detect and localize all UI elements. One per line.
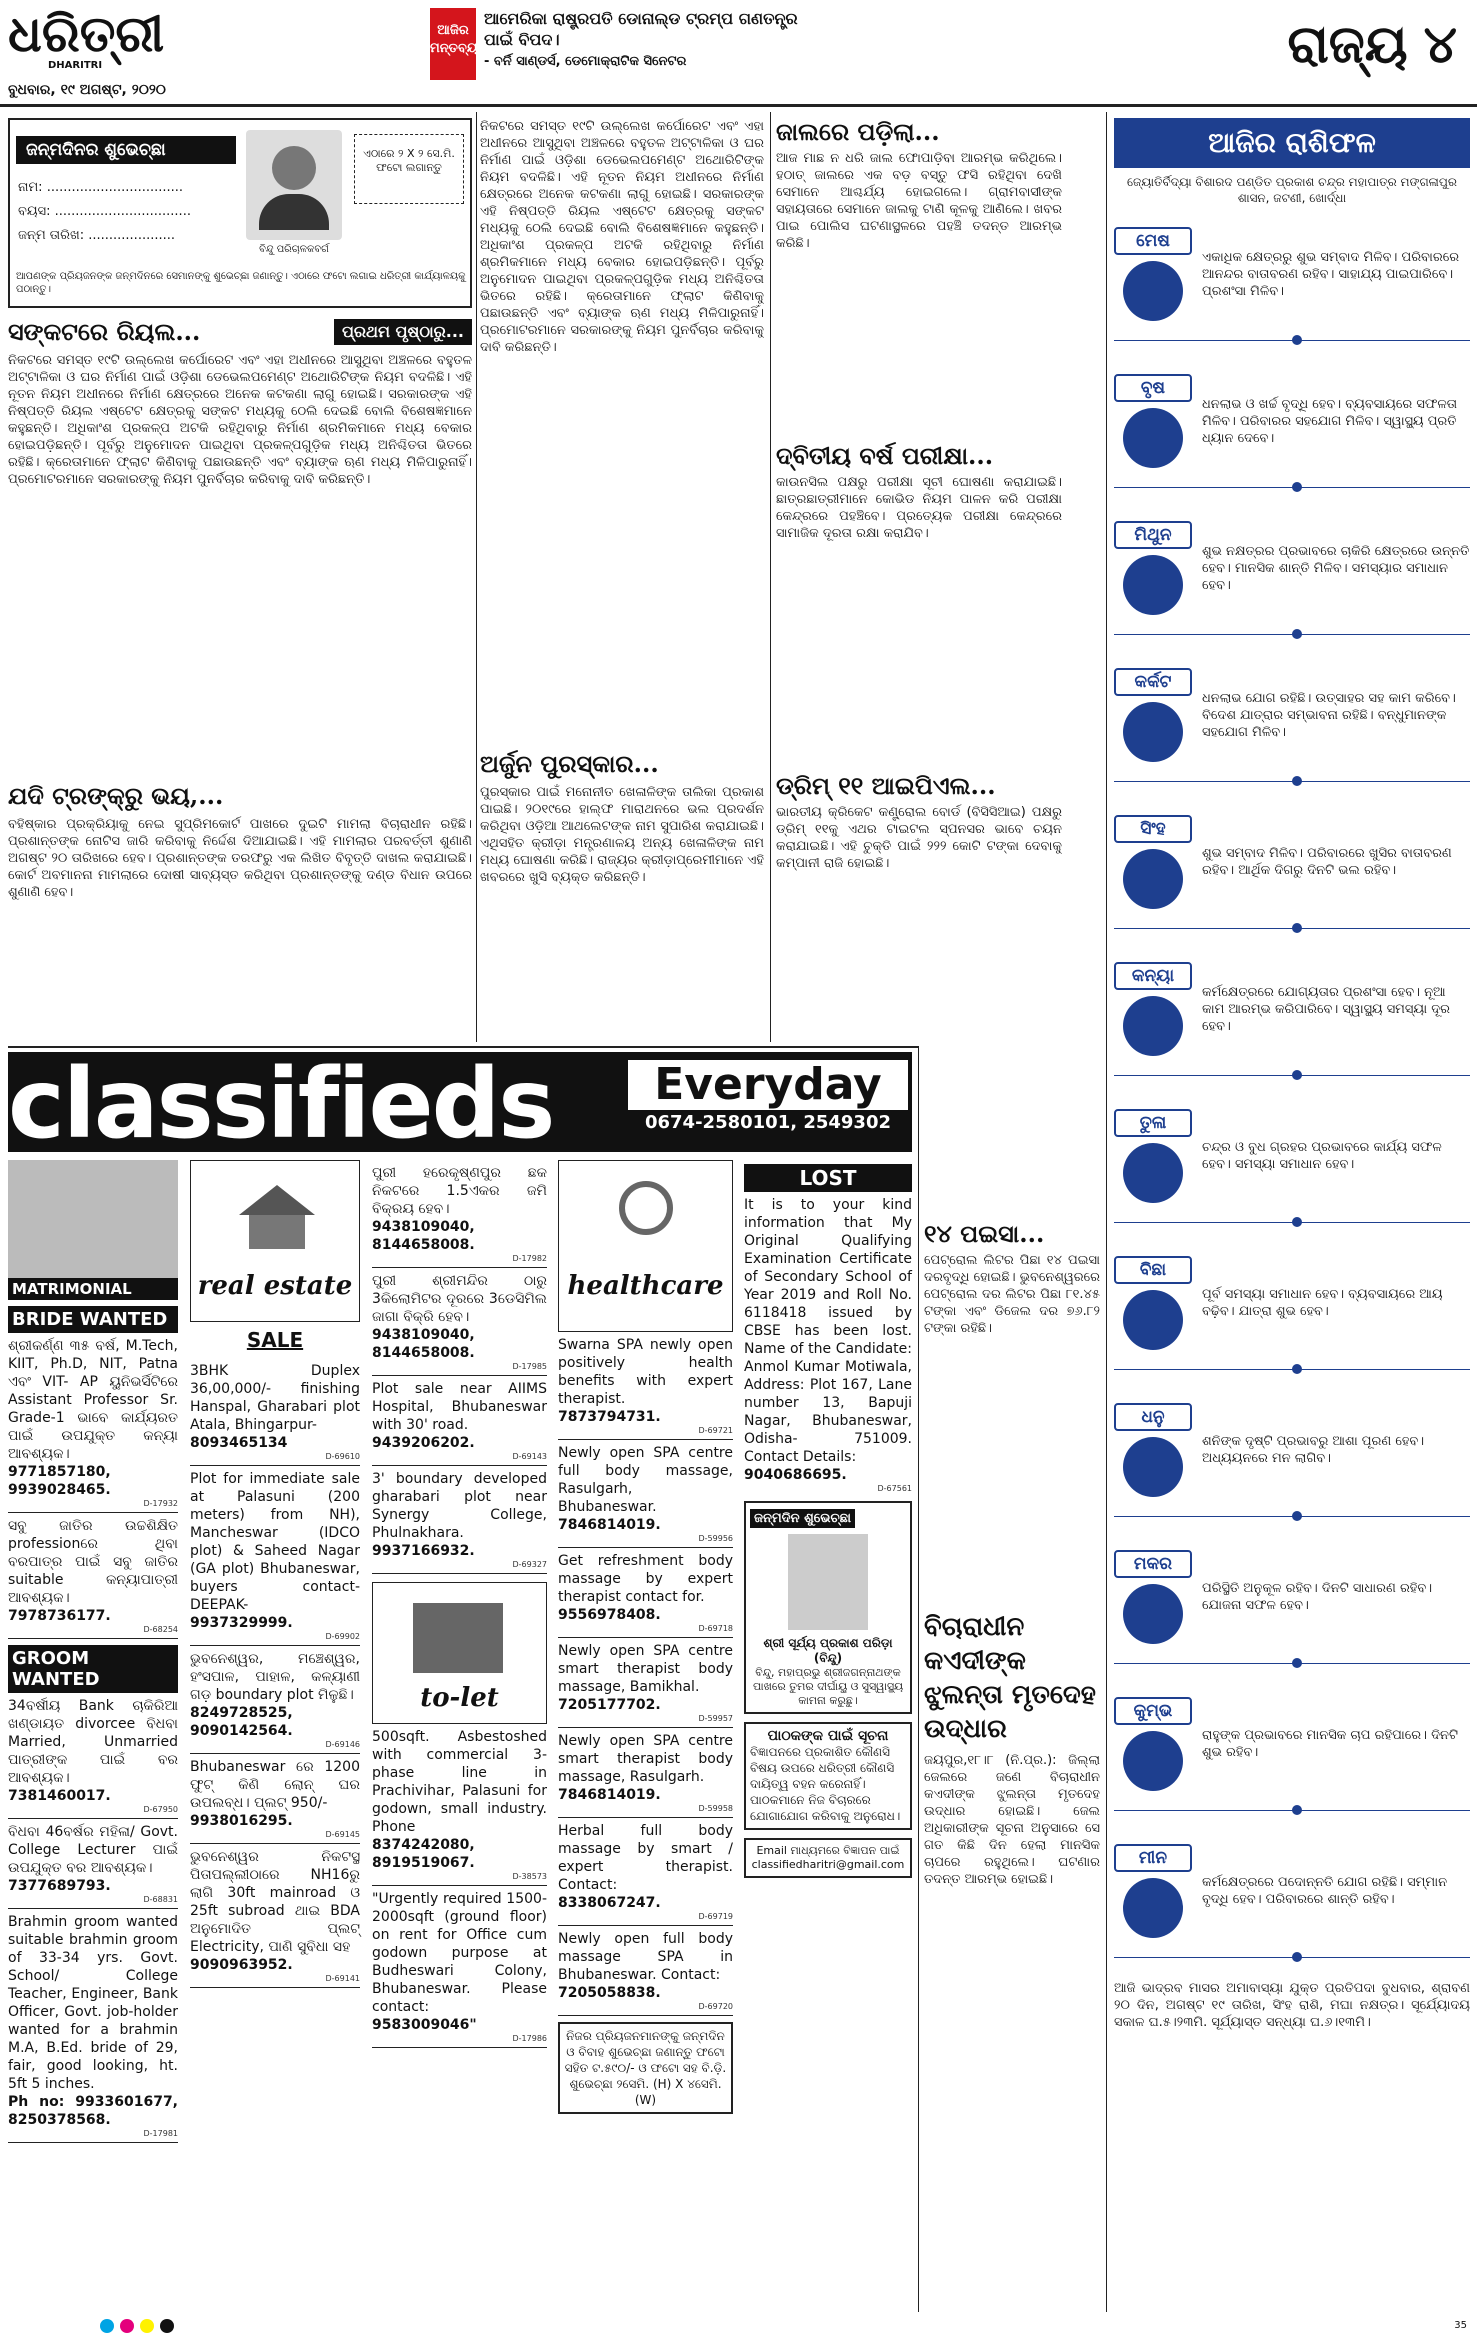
sale-ad bbox=[372, 1160, 547, 1268]
rashi-name: ସିଂହ bbox=[1114, 815, 1192, 843]
sale-ad bbox=[372, 1466, 547, 1574]
zodiac-icon bbox=[1123, 555, 1183, 615]
column-rule bbox=[476, 112, 477, 1042]
birthday-person: ବିନ୍ଦୁ ପରିଚାଳକବର୍ଗ bbox=[259, 244, 329, 255]
classifieds-top-rule bbox=[8, 1046, 918, 1048]
classified-ad bbox=[558, 1638, 733, 1728]
sale-ad-code: D-17982 bbox=[512, 1254, 547, 1263]
sale-ad-text: ଭୁବନେଶ୍ୱର, ମଞ୍ଚେଶ୍ୱର, ହଂସପାଳ, ପାହାଳ, କଳ୍ୟାଣୀ ଗଡ଼ boundary plot ମିଳୁଛି। bbox=[190, 1651, 360, 1703]
real-estate-label: real estate bbox=[197, 1271, 353, 1301]
classifieds-everyday-box bbox=[628, 1060, 908, 1135]
form-age-label: ବୟସ: bbox=[18, 204, 51, 219]
rashi-name: କନ୍ୟା bbox=[1114, 962, 1192, 990]
healthcare-label: healthcare bbox=[567, 1271, 724, 1301]
rashi-name: କୁମ୍ଭ bbox=[1114, 1697, 1192, 1725]
sale-ad-code: D-69146 bbox=[325, 1740, 360, 1749]
house-body-icon bbox=[249, 1215, 305, 1249]
zodiac-icon bbox=[1123, 1584, 1183, 1644]
rashi-text: ଏକାଧିକ କ୍ଷେତ୍ରରୁ ଶୁଭ ସମ୍ବାଦ ମିଳିବ। ପରିବାରରେ ଆନନ୍ଦର ବାତାବରଣ ରହିବ। ସାହାଯ୍ୟ ପାଇପାରିବେ। ପ୍ରଶଂସା ମିଳିବ। bbox=[1202, 249, 1460, 299]
classified-ad-text: Newly open SPA centre full body massage, Rasulgarh, Bhubaneswar. bbox=[558, 1445, 733, 1515]
email-box: Email ମାଧ୍ୟମରେ ବିଜ୍ଞାପନ ପାଇଁ classifiedharitri@gmail.com bbox=[744, 1838, 912, 1878]
sale-ad-text: 3BHK Duplex 36,00,000/- finishing Hanspal, Gharabari plot Atala, Bhingarpur- bbox=[190, 1363, 360, 1433]
classified-ad-code: D-59957 bbox=[698, 1714, 733, 1723]
classifieds-col-5 bbox=[744, 1164, 912, 1878]
classified-ad-code: D-17932 bbox=[143, 1499, 178, 1508]
article-realty-title: ସଙ୍କଟରେ ରିୟଲ... bbox=[8, 317, 201, 346]
birthday-photo bbox=[246, 130, 342, 240]
sale-ad-code: D-69145 bbox=[325, 1830, 360, 1839]
article-prisoner bbox=[924, 1610, 1100, 2292]
sale-ad-phone[interactable]: 8093465134 bbox=[190, 1435, 288, 1451]
rashi-name: ତୁଳା bbox=[1114, 1109, 1192, 1137]
classified-ad-text: Get refreshment body massage by expert therapist contact for. bbox=[558, 1553, 733, 1605]
zodiac-icon bbox=[1123, 1437, 1183, 1497]
zodiac-icon bbox=[1123, 261, 1183, 321]
rashi-text: କର୍ମକ୍ଷେତ୍ରରେ ଯୋଗ୍ୟତାର ପ୍ରଶଂସା ହେବ। ନୂଆ କାମ ଆରମ୍ଭ କରିପାରିବେ। ସ୍ୱାସ୍ଥ୍ୟ ସମସ୍ୟା ଦୂର ହେବ। bbox=[1202, 984, 1451, 1034]
groom-wanted-header: GROOM WANTED bbox=[8, 1645, 178, 1693]
rashi-divider bbox=[1114, 634, 1470, 649]
classified-ad-phone[interactable]: Ph no: 9933601677, 8250378568. bbox=[8, 2094, 178, 2128]
article-realty-body: ନିକଟରେ ସମସ୍ତ ୧୯ଟି ଉଲ୍ଲେଖ କର୍ପୋରେଟ ଏବଂ ଏହା ଅଧୀନରେ ଆସୁଥିବା ଅଞ୍ଚଳରେ ବହୁତଳ ଅଟ୍ଟାଳିକା ଓ ଘର ନିର୍ମାଣ ପାଇଁ ଓଡ଼ିଶା ଡେଭେଲପମେଣ୍ଟ ଅଥୋରିଟିଙ୍କ ନିୟମ ବଦଳିଛି। ଏହି ନୂତନ ନିୟମ ଅଧୀନରେ ନିର୍ମାଣ କ୍ଷେତ୍ରରେ ଅନେକ କଟକଣା ଲାଗୁ ହୋଇଛି। ସରକାରଙ୍କ ଏହି ନିଷ୍ପତ୍ତି ରିୟଲ ଏଷ୍ଟେଟ କ୍ଷେତ୍ରକୁ ସଙ୍କଟ ମଧ୍ୟକୁ ଠେଲି ଦେଇଛି ବୋଲି ବିଶେଷଜ୍ଞମାନେ କହୁଛନ୍ତି। ଅଧିକାଂଶ ପ୍ରକଳ୍ପ ଅଟକି ରହିଥିବାରୁ ନିର୍ମାଣ ଶ୍ରମିକମାନେ ମଧ୍ୟ ବେକାର ହୋଇପଡ଼ିଛନ୍ତି। ପୂର୍ବରୁ ଅନୁମୋଦନ ପାଇଥିବା ପ୍ରକଳ୍ପଗୁଡ଼ିକ ମଧ୍ୟ ଅନିଶ୍ଚିତତା ଭିତରେ ରହିଛି। କ୍ରେତାମାନେ ଫ୍ଲାଟ କିଣିବାକୁ ପଛାଉଛନ୍ତି ଏବଂ ବ୍ୟାଙ୍କ ଋଣ ମଧ୍ୟ ମିଳିପାରୁନାହିଁ। ପ୍ରମୋଟରମାନେ ସରକାରଙ୍କୁ ନିୟମ ପୁନର୍ବିଚାର କରିବାକୁ ଦାବି କରିଛନ୍ତି। bbox=[8, 353, 472, 487]
classified-ad-code: D-69720 bbox=[698, 2002, 733, 2011]
article-petrol-body: ପେଟ୍ରୋଲ ଲିଟର ପିଛା ୧୪ ପଇସା ଦରବୃଦ୍ଧି ହୋଇଛି। ଭୁବନେଶ୍ୱରରେ ପେଟ୍ରୋଲ ଦର ଲିଟର ପିଛା ୮୧.୪୫ ଟଙ୍କା ଏବଂ ଡିଜେଲ ଦର ୭୬.୮୨ ଟଙ୍କା ରହିଛି। bbox=[924, 1253, 1100, 1336]
classified-ad-phone[interactable]: 7205177702. bbox=[558, 1697, 661, 1713]
sale-ad-phone[interactable]: 9090963952. bbox=[190, 1957, 293, 1973]
tolet-image bbox=[372, 1582, 547, 1724]
classified-ad-phone[interactable]: 7846814019. bbox=[558, 1787, 661, 1803]
classified-ad-phone[interactable]: 8338067247. bbox=[558, 1895, 661, 1911]
article-prisoner-body: ଜୟପୁର,୧୮।୮ (ନି.ପ୍ର.): ଜିଲ୍ଲା ଜେଲରେ ଜଣେ ବିଚାରାଧୀନ କଏଦୀଙ୍କ ଝୁଲନ୍ତା ମୃତଦେହ ଉଦ୍ଧାର ହୋଇଛି। ଜେଲ ଅଧିକାରୀଙ୍କ ସୂଚନା ଅନୁସାରେ ସେ ଗତ କିଛି ଦିନ ହେଲା ମାନସିକ ଚାପରେ ରହୁଥିଲେ। ଘଟଣାର ତଦନ୍ତ ଆରମ୍ଭ ହୋଇଛି। bbox=[924, 1753, 1100, 1887]
form-dob-field[interactable]: ଜନ୍ମ ତାରିଖ: ..................... bbox=[18, 228, 176, 243]
rashi-divider bbox=[1114, 1075, 1470, 1090]
classified-ad-phone[interactable]: 7846814019. bbox=[558, 1517, 661, 1533]
sale-ad-code: D-69902 bbox=[325, 1632, 360, 1641]
rashifal bbox=[1114, 118, 1470, 2210]
classified-ad-text: ଶ୍ରୀକର୍ଣ୍ଣ ୩୫ ବର୍ଷ, M.Tech, KIIT, Ph.D, NIT, Patna ଏବଂ VIT- AP ୟୁନିଭର୍ସିଟିରେ Assistant Professor Sr. Grade-1 ଭାବେ କାର୍ଯ୍ୟରତ ପାଇଁ ଉପଯୁକ୍ତ କନ୍ୟା ଆବଶ୍ୟକ। bbox=[8, 1338, 178, 1462]
zodiac-icon bbox=[1123, 702, 1183, 762]
sale-ad-code: D-69143 bbox=[512, 1452, 547, 1461]
classified-ad-phone[interactable]: 7873794731. bbox=[558, 1409, 661, 1425]
sale-ad-code: D-17985 bbox=[512, 1362, 547, 1371]
birthday-form bbox=[8, 118, 472, 308]
article-exam-body: କାଉନସିଲ ପକ୍ଷରୁ ପରୀକ୍ଷା ସୂଚୀ ଘୋଷଣା କରାଯାଇଛି। ଛାତ୍ରଛାତ୍ରୀମାନେ କୋଭିଡ ନିୟମ ପାଳନ କରି ପରୀକ୍ଷା କେନ୍ଦ୍ରରେ ପହଞ୍ଚିବେ। ପ୍ରତ୍ୟେକ ପରୀକ୍ଷା କେନ୍ଦ୍ରରେ ସାମାଜିକ ଦୂରତା ରକ୍ଷା କରାଯିବ। bbox=[776, 475, 1062, 541]
photo-placeholder: ଏଠାରେ ୨ X ୨ ସେ.ମି. ଫଟୋ ଲଗାନ୍ତୁ bbox=[354, 134, 464, 204]
page-number: ୪ bbox=[1423, 14, 1457, 75]
classified-ad-text: Newly open SPA centre smart therapist body massage, Bamikhal. bbox=[558, 1643, 733, 1695]
classified-ad bbox=[558, 1332, 733, 1440]
sale-ad-phone[interactable]: 9438109040, 8144658008. bbox=[372, 1327, 475, 1361]
rashi-12 bbox=[1114, 1829, 1470, 1953]
panchang: ଆଜି ଭାଦ୍ରବ ମାସର ଅମାବାସ୍ୟା ଯୁକ୍ତ ପ୍ରତିପଦା ବୁଧବାର, ଶ୍ରାବଣ ୨୦ ଦିନ, ଅଗଷ୍ଟ ୧୯ ତାରିଖ, ସିଂହ ରାଶି, ମଘା ନକ୍ଷତ୍ର। ସୂର୍ଯ୍ୟୋଦୟ ସକାଳ ଘ.୫।୨୩ମି. ସୂର୍ଯ୍ୟାସ୍ତ ସନ୍ଧ୍ୟା ଘ.୬।୧୩ମି। bbox=[1114, 1981, 1470, 2030]
reader-notice bbox=[744, 1722, 912, 1830]
masthead-rule bbox=[0, 104, 1477, 107]
sale-ad-phone[interactable]: 9439206202. bbox=[372, 1435, 475, 1451]
article-arjun-title: ଅର୍ଜୁନ ପୁରସ୍କାର... bbox=[480, 749, 659, 778]
classified-ad-text: Newly open full body massage SPA in Bhubaneswar. Contact: bbox=[558, 1931, 733, 1983]
classifieds-banner bbox=[8, 1048, 912, 1160]
rashi-text: କର୍ମକ୍ଷେତ୍ରରେ ପଦୋନ୍ନତି ଯୋଗ ରହିଛି। ସମ୍ମାନ ବୃଦ୍ଧି ହେବ। ପରିବାରରେ ଶାନ୍ତି ରହିବ। bbox=[1202, 1875, 1448, 1907]
bday-text: ବିନ୍ଦୁ, ମହାପ୍ରଭୁ ଶ୍ରୀଜଗନ୍ନାଥଙ୍କ ପାଖରେ ତୁମର ଦୀର୍ଘାୟୁ ଓ ସୁସ୍ୱାସ୍ଥ୍ୟ କାମନା କରୁଛୁ। bbox=[752, 1666, 904, 1707]
classified-ad-code: D-38573 bbox=[512, 1872, 547, 1881]
classified-ad bbox=[558, 1548, 733, 1638]
house-icon bbox=[239, 1185, 315, 1215]
matrimonial-image bbox=[8, 1160, 178, 1300]
column-rule bbox=[918, 1046, 919, 2312]
cyan-mark-icon bbox=[100, 2319, 114, 2333]
section-header bbox=[1287, 14, 1457, 76]
rashi-name: ମୀନ bbox=[1114, 1844, 1192, 1872]
sale-ad bbox=[190, 1358, 360, 1466]
sale-ad-text: ପୁରୀ ଶ୍ରୀମନ୍ଦିର ଠାରୁ 3କିଲୋମିଟର ଦୂରରେ 3ଡେସିମିଲ ଜାଗା ବିକ୍ରି ହେବ। bbox=[372, 1273, 547, 1325]
sale-ad bbox=[372, 1376, 547, 1466]
reader-notice-text: ବିଜ୍ଞାପନରେ ପ୍ରକାଶିତ କୌଣସି ବିଷୟ ଉପରେ ଧରିତ୍ରୀ କୌଣସି ଦାୟିତ୍ୱ ବହନ କରେନାହିଁ। ପାଠକମାନେ ନିଜ ବିଚାରରେ ଯୋଗାଯୋଗ କରିବାକୁ ଅନୁରୋଧ। bbox=[750, 1745, 901, 1823]
rashi-text: ପୂର୍ବ ସମସ୍ୟା ସମାଧାନ ହେବ। ବ୍ୟବସାୟରେ ଆୟ ବଢ଼ିବ। ଯାତ୍ରା ଶୁଭ ହେବ। bbox=[1202, 1287, 1443, 1319]
article-arjun-body: ପୁରସ୍କାର ପାଇଁ ମନୋନୀତ ଖେଳାଳିଙ୍କ ତାଲିକା ପ୍ରକାଶ ପାଇଛି। ୨୦୧୯ରେ ହାଲ୍ଫ ମାରାଥନରେ ଭଲ ପ୍ରଦର୍ଶନ କରିଥିବା ଓଡ଼ିଆ ଆଥଲେଟଙ୍କ ନାମ ସୁପାରିଶ କରାଯାଇଛି। ଏଥିସହିତ କ୍ରୀଡ଼ା ମନ୍ତ୍ରଣାଳୟ ଅନ୍ୟ ଖେଳାଳିଙ୍କ ନାମ ମଧ୍ୟ ଘୋଷଣା କରିଛି। ରାଜ୍ୟର କ୍ରୀଡ଼ାପ୍ରେମୀମାନେ ଏହି ଖବରରେ ଖୁସି ବ୍ୟକ୍ତ କରିଛନ୍ତି। bbox=[480, 785, 764, 885]
classified-ad bbox=[8, 1333, 178, 1513]
classified-ad-text: ସବୁ ଜାତିର ଉଚ୍ଚଶିକ୍ଷିତ professionରେ ଥିବା ବରପାତ୍ର ପାଇଁ ସବୁ ଜାତିର suitable କନ୍ୟାପାତ୍ରୀ ଆବଶ୍ୟକ। bbox=[8, 1518, 178, 1606]
classified-ad bbox=[558, 1926, 733, 2016]
rashi-name: ଧନୁ bbox=[1114, 1403, 1192, 1431]
sale-ad-code: D-69610 bbox=[325, 1452, 360, 1461]
zodiac-icon bbox=[1123, 1878, 1183, 1938]
article-middle-body: ନିକଟରେ ସମସ୍ତ ୧୯ଟି ଉଲ୍ଲେଖ କର୍ପୋରେଟ ଏବଂ ଏହା ଅଧୀନରେ ଆସୁଥିବା ଅଞ୍ଚଳରେ ବହୁତଳ ଅଟ୍ଟାଳିକା ଓ ଘର ନିର୍ମାଣ ପାଇଁ ଓଡ଼ିଶା ଡେଭେଲପମେଣ୍ଟ ଅଥୋରିଟିଙ୍କ ନିୟମ ବଦଳିଛି। ଏହି ନୂତନ ନିୟମ ଅଧୀନରେ ନିର୍ମାଣ କ୍ଷେତ୍ରରେ ଅନେକ କଟକଣା ଲାଗୁ ହୋଇଛି। ସରକାରଙ୍କ ଏହି ନିଷ୍ପତ୍ତି ରିୟଲ ଏଷ୍ଟେଟ କ୍ଷେତ୍ରକୁ ସଙ୍କଟ ମଧ୍ୟକୁ ଠେଲି ଦେଇଛି ବୋଲି ବିଶେଷଜ୍ଞମାନେ କହୁଛନ୍ତି। ଅଧିକାଂଶ ପ୍ରକଳ୍ପ ଅଟକି ରହିଥିବାରୁ ନିର୍ମାଣ ଶ୍ରମିକମାନେ ମଧ୍ୟ ବେକାର ହୋଇପଡ଼ିଛନ୍ତି। ପୂର୍ବରୁ ଅନୁମୋଦନ ପାଇଥିବା ପ୍ରକଳ୍ପଗୁଡ଼ିକ ମଧ୍ୟ ଅନିଶ୍ଚିତତା ଭିତରେ ରହିଛି। କ୍ରେତାମାନେ ଫ୍ଲାଟ କିଣିବାକୁ ପଛାଉଛନ୍ତି ଏବଂ ବ୍ୟାଙ୍କ ଋଣ ମଧ୍ୟ ମିଳିପାରୁନାହିଁ। ପ୍ରମୋଟରମାନେ ସରକାରଙ୍କୁ ନିୟମ ପୁନର୍ବିଚାର କରିବାକୁ ଦାବି କରିଛନ୍ତି। bbox=[480, 119, 764, 355]
classifieds-everyday: Everyday bbox=[654, 1059, 882, 1110]
classified-ad-phone[interactable]: 9556978408. bbox=[558, 1607, 661, 1623]
rashi-4 bbox=[1114, 653, 1470, 777]
birthday-form-title: ଜନ୍ମଦିନର ଶୁଭେଚ୍ଛା bbox=[16, 136, 236, 164]
rashi-10 bbox=[1114, 1535, 1470, 1659]
quote-author: - ବର୍ନି ସାଣ୍ଡର୍ସ, ଡେମୋକ୍ରାଟିକ ସିନେଟର bbox=[484, 54, 687, 69]
zodiac-icon bbox=[1123, 1731, 1183, 1791]
bday-photo bbox=[788, 1534, 868, 1630]
lost-header: LOST bbox=[744, 1164, 912, 1192]
rashi-3 bbox=[1114, 506, 1470, 630]
quote bbox=[484, 8, 814, 69]
rashi-name: ମକର bbox=[1114, 1550, 1192, 1578]
rashifal-byline: ଜ୍ୟୋତିର୍ବିଦ୍ୟା ବିଶାରଦ ପଣ୍ଡିତ ପ୍ରକାଶ ଚନ୍ଦ୍ର ମହାପାତ୍ର ମଙ୍ଗଳାପୁର ଶାସନ, ଜଟଣୀ, ଖୋର୍ଦ୍ଧା bbox=[1127, 175, 1457, 205]
classified-ad-code: D-69721 bbox=[698, 1426, 733, 1435]
article-exam-title: ଦ୍ବିତୀୟ ବର୍ଷ ପରୀକ୍ଷା... bbox=[776, 441, 994, 470]
rashi-name: ବିଛା bbox=[1114, 1256, 1192, 1284]
classified-ad bbox=[8, 1909, 178, 2143]
stethoscope-icon bbox=[619, 1181, 673, 1235]
rashi-name: ମିଥୁନ bbox=[1114, 521, 1192, 549]
article-dream11-body: ଭାରତୀୟ କ୍ରିକେଟ କଣ୍ଟ୍ରୋଲ ବୋର୍ଡ (ବିସିସିଆଇ) ପକ୍ଷରୁ ଡ୍ରିମ୍ ୧୧କୁ ଏଥର ଟାଇଟଲ ସ୍ପନସର ଭାବେ ଚୟନ କରାଯାଇଛି। ଏହି ଚୁକ୍ତି ପାଇଁ ୨୨୨ କୋଟି ଟଙ୍କା ଦେବାକୁ କମ୍ପାନୀ ରାଜି ହୋଇଛି। bbox=[776, 805, 1062, 871]
sale-ad bbox=[372, 1268, 547, 1376]
classifieds-col-2 bbox=[190, 1160, 360, 1988]
rashi-7 bbox=[1114, 1094, 1470, 1218]
classified-ad-code: D-68831 bbox=[143, 1895, 178, 1904]
sale-header: SALE bbox=[246, 1328, 304, 1352]
quote-label: ଆଜିର ମନ୍ତବ୍ୟ bbox=[430, 8, 476, 80]
classified-ad-code: D-69718 bbox=[698, 1624, 733, 1633]
classified-ad-phone[interactable]: 7978736177. bbox=[8, 1608, 111, 1624]
issue-date: ବୁଧବାର, ୧୯ ଅଗଷ୍ଟ, ୨୦୨୦ bbox=[8, 82, 166, 98]
classified-ad-phone[interactable]: 9583009046" bbox=[372, 2017, 477, 2033]
classified-ad-code: D-69719 bbox=[698, 1912, 733, 1921]
sale-ad-phone[interactable]: 9937166932. bbox=[372, 1543, 475, 1559]
sale-ad-code: D-69327 bbox=[512, 1560, 547, 1569]
classified-ad-code: D-67950 bbox=[143, 1805, 178, 1814]
footer-page: 35 bbox=[1454, 2320, 1467, 2331]
rashi-divider bbox=[1114, 781, 1470, 796]
classified-ad bbox=[8, 1819, 178, 1909]
logo-text: ଧରିତ୍ରୀ bbox=[8, 4, 165, 63]
rashi-1 bbox=[1114, 212, 1470, 336]
matrimonial-label: MATRIMONIAL bbox=[8, 1278, 178, 1300]
classified-ad bbox=[372, 1724, 547, 1886]
article-exam bbox=[776, 442, 1062, 774]
classified-ad-code: D-17981 bbox=[143, 2129, 178, 2138]
rashi-text: ରାହୁଙ୍କ ପ୍ରଭାବରେ ମାନସିକ ଚାପ ରହିପାରେ। ଦିନଟି ଶୁଭ ରହିବ। bbox=[1202, 1728, 1459, 1760]
sale-ad-phone[interactable]: 9937329999. bbox=[190, 1615, 293, 1631]
classifieds-col-4 bbox=[558, 1160, 733, 2114]
rashi-divider bbox=[1114, 1222, 1470, 1237]
sale-ad-text: ପୁରୀ ହରେକୃଷ୍ଣପୁର ଛକ ନିକଟରେ 1.5ଏକର ଜମି ବିକ୍ରୟ ହେବ। bbox=[372, 1165, 547, 1217]
rashi-text: ପରିସ୍ଥିତି ଅନୁକୂଳ ରହିବ। ଦିନଟି ସାଧାରଣ ରହିବ। ଯୋଜନା ସଫଳ ହେବ। bbox=[1202, 1581, 1433, 1613]
tolet-house-icon bbox=[413, 1603, 503, 1673]
bride-wanted-header: BRIDE WANTED bbox=[8, 1306, 178, 1333]
masthead-logo bbox=[8, 4, 228, 78]
classified-ad-phone[interactable]: 7205058838. bbox=[558, 1985, 661, 2001]
sale-ad bbox=[190, 1466, 360, 1646]
article-trunk-body: ବହିଷ୍କାର ପ୍ରକ୍ରିୟାକୁ ନେଇ ସୁପ୍ରିମକୋର୍ଟ ପାଖରେ ଦୁଇଟି ମାମଲା ବିଚାରାଧୀନ ରହିଛି। ପ୍ରଶାନ୍ତଙ୍କ ନୋଟିସ ଜାରି କରିବାକୁ ନିର୍ଦ୍ଦେଶ ଦିଆଯାଇଛି। ଏହି ମାମଲାର ପରବର୍ତ୍ତୀ ଶୁଣାଣି ଅଗଷ୍ଟ ୨୦ ତାରିଖରେ ହେବ। ପ୍ରଶାନ୍ତଙ୍କ ତରଫରୁ ଏକ ଲିଖିତ ବିବୃତ୍ତି ଦାଖଲ କରାଯାଇଛି। କୋର୍ଟ ଅବମାନନା ମାମଲାରେ ଦୋଷୀ ସାବ୍ୟସ୍ତ କରିଥିବା ପ୍ରଶାନ୍ତଙ୍କୁ ଦଣ୍ଡ ବିଧାନ ଉପରେ ଶୁଣାଣି ହେବ। bbox=[8, 817, 472, 900]
quote-text: ଆମେରିକା ରାଷ୍ଟ୍ରପତି ଡୋନାଲ୍ଡ ଟ୍ରମ୍ପ ଗଣତନ୍ତ୍ର ପାଇଁ ବିପଦ। bbox=[484, 9, 798, 49]
classified-ad bbox=[558, 1818, 733, 1926]
classified-ad bbox=[8, 1513, 178, 1639]
tolet-label: to-let bbox=[420, 1683, 499, 1713]
rashi-text: ଶନିଙ୍କ ଦୃଷ୍ଟି ପ୍ରଭାବରୁ ଆଶା ପୂରଣ ହେବ। ଅଧ୍ୟୟନରେ ମନ ଲାଗିବ। bbox=[1202, 1434, 1425, 1466]
rashi-divider bbox=[1114, 1810, 1470, 1825]
sale-ad-phone[interactable]: 9438109040, 8144658008. bbox=[372, 1219, 475, 1253]
bday-ad bbox=[744, 1501, 912, 1714]
reader-notice-title: ପାଠକଙ୍କ ପାଇଁ ସୂଚନା bbox=[767, 1728, 889, 1744]
rashi-divider bbox=[1114, 487, 1470, 502]
article-prisoner-title: ବିଚାରାଧୀନ କଏଦୀଙ୍କ ଝୁଲନ୍ତା ମୃତଦେହ ଉଦ୍ଧାର bbox=[924, 1612, 1096, 1744]
classified-ad-code: D-68254 bbox=[143, 1625, 178, 1634]
real-estate-image bbox=[190, 1160, 360, 1322]
sale-ad-text: ଭୁବନେଶ୍ୱର ନିକଟସ୍ଥ ପିତାପଲ୍ଲୀଠାରେ NH16ରୁ ଲାଗି 30ft mainroad ଓ 25ft subroad ଥାଇ BDA ଅନୁମୋଦିତ ପ୍ଲଟ୍ Electricity, ପାଣି ସୁବିଧା ସହ bbox=[190, 1849, 360, 1955]
rashi-5 bbox=[1114, 800, 1470, 924]
classified-ad-phone[interactable]: 8374242080, 8919519067. bbox=[372, 1837, 475, 1871]
classifieds-col-3 bbox=[372, 1160, 547, 2048]
article-petrol-title: ୧୪ ପଇସା... bbox=[924, 1219, 1045, 1248]
column-rule bbox=[1106, 112, 1107, 2312]
black-mark-icon bbox=[160, 2319, 174, 2333]
article-net-title: ଜାଲରେ ପଡ଼ିଲା... bbox=[776, 117, 940, 146]
rashi-2 bbox=[1114, 359, 1470, 483]
rashi-11 bbox=[1114, 1682, 1470, 1806]
rashi-divider bbox=[1114, 1516, 1470, 1531]
zodiac-icon bbox=[1123, 849, 1183, 909]
rashi-9 bbox=[1114, 1388, 1470, 1512]
lost-phone: 9040686695. bbox=[744, 1467, 847, 1483]
rashi-name: ବୃଷ bbox=[1114, 374, 1192, 402]
healthcare-image bbox=[558, 1160, 733, 1332]
lost-body: It is to your kind information that My Original Qualifying Examination Certificate of Secondary School of Year 2019 and Roll No. 6118418 issued by CBSE has been lost. Name of the Candidate: Anmol Kumar Motiwala, Address: Plot 167, Lane number 13, Bapuji Nagar, Bhubaneswar, Odisha- 751009. Contact Details: bbox=[744, 1197, 912, 1465]
rashi-name: ମେଷ bbox=[1114, 227, 1192, 255]
bday-name: ଶ୍ରୀ ସୂର୍ଯ୍ୟ ପ୍ରକାଶ ପରିଡ଼ା (ବିନ୍ଦୁ) bbox=[763, 1636, 893, 1665]
bday-ad-title: ଜନ୍ମଦିନ ଶୁଭେଚ୍ଛା bbox=[750, 1509, 855, 1528]
classifieds-phone: 0674-2580101, 2549302 bbox=[628, 1110, 908, 1135]
form-dob-label: ଜନ୍ମ ତାରିଖ: bbox=[18, 228, 85, 243]
form-name-label: ନାମ: bbox=[18, 180, 43, 195]
article-dream11-title: ଡ୍ରିମ୍ ୧୧ ଆଇପିଏଲ... bbox=[776, 771, 996, 800]
rashi-6 bbox=[1114, 947, 1470, 1071]
classified-ad-code: D-59956 bbox=[698, 1534, 733, 1543]
sale-ad-phone[interactable]: 9938016295. bbox=[190, 1813, 293, 1829]
birthday-note: ଆପଣଙ୍କ ପ୍ରିୟଜନଙ୍କ ଜନ୍ମଦିନରେ ସେମାନଙ୍କୁ ଶୁଭେଚ୍ଛା ଜଣାନ୍ତୁ। ଏଠାରେ ଫଟୋ ଲଗାଇ ଧରିତ୍ରୀ କାର୍ଯ୍ୟାଳୟକୁ ପଠାନ୍ତୁ। bbox=[16, 271, 466, 295]
article-trunk bbox=[8, 782, 472, 1026]
rashi-text: ଶୁଭ ସମ୍ବାଦ ମିଳିବ। ପରିବାରରେ ଖୁସିର ବାତାବରଣ ରହିବ। ଆର୍ଥିକ ଦିଗରୁ ଦିନଟି ଭଲ ରହିବ। bbox=[1202, 846, 1452, 878]
magenta-mark-icon bbox=[120, 2319, 134, 2333]
form-name-field[interactable]: ନାମ: ................................. bbox=[18, 180, 184, 195]
rashi-divider bbox=[1114, 928, 1470, 943]
zodiac-icon bbox=[1123, 996, 1183, 1056]
footer-registration-marks bbox=[100, 2318, 180, 2337]
sale-ad-phone[interactable]: 8249728525, 9090142564. bbox=[190, 1705, 293, 1739]
classified-ad-phone[interactable]: 7377689793. bbox=[8, 1878, 111, 1894]
classified-ad-phone[interactable]: 9771857180, 9939028465. bbox=[8, 1464, 111, 1498]
sale-ad bbox=[190, 1844, 360, 1988]
sale-ad-text: Plot for immediate sale at Palasuni (200 meters) from NH), Mancheswar (IDCO plot) & Saheed Nagar (GA plot) Bhubaneswar, buyers contact- DEEPAK- bbox=[190, 1471, 360, 1613]
classified-ad-text: Swarna SPA newly open positively health benefits with expert therapist. bbox=[558, 1337, 733, 1407]
classified-ad bbox=[558, 1440, 733, 1548]
lost-code: D-67561 bbox=[877, 1484, 912, 1493]
rashi-text: ଚନ୍ଦ୍ର ଓ ବୁଧ ଗ୍ରହର ପ୍ରଭାବରେ କାର୍ଯ୍ୟ ସଫଳ ହେବ। ସମସ୍ୟା ସମାଧାନ ହେବ। bbox=[1202, 1140, 1442, 1172]
classified-ad-phone[interactable]: 7381460017. bbox=[8, 1788, 111, 1804]
rates-box: ନିଜର ପ୍ରିୟଜନମାନଙ୍କୁ ଜନ୍ମଦିନ ଓ ବିବାହ ଶୁଭେଚ୍ଛା ଜଣାନ୍ତୁ ଫଟୋ ସହିତ ଟ.୫୯୦/- ଓ ଫଟୋ ସହ ବି.ଡ଼ି. ଶୁଭେଚ୍ଛା ୨ସେମି. (H) X ୪ସେମି. (W) bbox=[558, 2022, 733, 2114]
article-net bbox=[776, 118, 1062, 450]
rashi-8 bbox=[1114, 1241, 1470, 1365]
yellow-mark-icon bbox=[140, 2319, 154, 2333]
sale-ad-text: Bhubaneswar ରେ 1200 ଫୁଟ୍‌ କିଣି ଲୋନ୍ ଘର ଉପଲବ୍ଧ। ପ୍ଲଟ୍ 950/- bbox=[190, 1759, 360, 1811]
classified-ad bbox=[8, 1693, 178, 1819]
rashi-name: କର୍କଟ bbox=[1114, 668, 1192, 696]
rashi-text: ଧନଲାଭ ଯୋଗ ରହିଛି। ଉତ୍ସାହର ସହ କାମ କରିବେ। ବିଦେଶ ଯାତ୍ରାର ସମ୍ଭାବନା ରହିଛି। ବନ୍ଧୁମାନଙ୍କ ସହଯୋଗ ମିଳିବ। bbox=[1202, 690, 1456, 740]
front-page-tag: ପ୍ରଥମ ପୃଷ୍ଠାରୁ... bbox=[334, 319, 472, 345]
sale-ad-text: Plot sale near AIIMS Hospital, Bhubaneswar with 30' road. bbox=[372, 1381, 547, 1433]
article-net-body: ଆଜ ମାଛ ନ ଧରି ଜାଲ ଫୋପାଡ଼ିବା ଆରମ୍ଭ କରିଥିଲେ। ହଠାତ୍ ଜାଲରେ ଏକ ବଡ଼ ବସ୍ତୁ ଫସି ରହିଥିବା ଦେଖି ସେମାନେ ଆଶ୍ଚର୍ଯ୍ୟ ହୋଇଗଲେ। ଗ୍ରାମବାସୀଙ୍କ ସହାୟତାରେ ସେମାନେ ଜାଲକୁ ଟାଣି କୂଳକୁ ଆଣିଲେ। ଖବର ପାଇ ପୋଲିସ ଘଟଣାସ୍ଥଳରେ ପହଞ୍ଚି ତଦନ୍ତ ଆରମ୍ଭ କରିଛି। bbox=[776, 151, 1062, 251]
rashi-divider bbox=[1114, 1663, 1470, 1678]
form-age-field[interactable]: ବୟସ: ................................. bbox=[18, 204, 191, 219]
rashi-text: ଧନଲାଭ ଓ ଖର୍ଚ୍ଚ ବୃଦ୍ଧି ହେବ। ବ୍ୟବସାୟରେ ସଫଳତା ମିଳିବ। ପରିବାରର ସହଯୋଗ ମିଳିବ। ସ୍ୱାସ୍ଥ୍ୟ ପ୍ରତି ଧ୍ୟାନ ଦେବେ। bbox=[1202, 396, 1458, 446]
rashifal-title: ଆଜିର ରାଶିଫଳ bbox=[1114, 118, 1470, 168]
classified-ad-text: ବିଧବା 46ବର୍ଷର ମହିଳା/ Govt. College Lecturer ପାଇଁ ଉପଯୁକ୍ତ ବର ଆବଶ୍ୟକ। bbox=[8, 1824, 178, 1876]
article-realty bbox=[8, 318, 472, 786]
classified-ad bbox=[558, 1728, 733, 1818]
rashi-divider bbox=[1114, 1369, 1470, 1384]
zodiac-icon bbox=[1123, 1290, 1183, 1350]
classified-ad-code: D-17986 bbox=[512, 2034, 547, 2043]
classified-ad-text: 500sqft. Asbestoshed with commercial 3-phase line in Prachivihar, Palasuni for godown, small industry. Phone bbox=[372, 1729, 547, 1835]
classifieds-col-1 bbox=[8, 1160, 178, 2143]
classified-ad-text: Brahmin groom wanted suitable brahmin groom of 33-34 yrs. Govt. School/ College Teacher, Engineer, Bank Officer, Govt. job-holder wanted for a brahmin M.A, B.Ed. bride of 29, fair, good looking, ht. 5ft 5 inches. bbox=[8, 1914, 178, 2092]
section-name: ରାଜ୍ୟ bbox=[1287, 14, 1408, 75]
classifieds-title: classifieds bbox=[8, 1048, 554, 1160]
zodiac-icon bbox=[1123, 1143, 1183, 1203]
classified-ad-code: D-59958 bbox=[698, 1804, 733, 1813]
zodiac-icon bbox=[1123, 408, 1183, 468]
article-trunk-title: ଯଦି ଟ୍ରଙ୍କ୍‌ରୁ ଭୟ,... bbox=[8, 781, 224, 810]
sale-ad bbox=[190, 1646, 360, 1754]
classified-ad-text: Herbal full body massage by smart / expert therapist. Contact: bbox=[558, 1823, 733, 1893]
classified-ad-text: Newly open SPA centre smart therapist body massage, Rasulgarh. bbox=[558, 1733, 733, 1785]
sale-ad-code: D-69141 bbox=[325, 1974, 360, 1983]
logo-sub: DHARITRI bbox=[48, 60, 103, 71]
article-petrol bbox=[924, 1220, 1100, 1502]
sale-ad bbox=[190, 1754, 360, 1844]
classified-ad bbox=[372, 1886, 547, 2048]
article-arjun bbox=[480, 750, 764, 1024]
rashi-text: ଶୁଭ ନକ୍ଷତ୍ରର ପ୍ରଭାବରେ ଚାକିରି କ୍ଷେତ୍ରରେ ଉନ୍ନତି ହେବ। ମାନସିକ ଶାନ୍ତି ମିଳିବ। ସମସ୍ୟାର ସମାଧାନ ହେବ। bbox=[1202, 543, 1470, 593]
column-rule bbox=[770, 112, 771, 1042]
article-middle bbox=[480, 118, 764, 738]
classified-ad-text: "Urgently required 1500-2000sqft (ground floor) on rent for Office cum godown purpose at Budheswari Colony, Bhubaneswar. Please contact: bbox=[372, 1891, 547, 2015]
rashi-divider bbox=[1114, 340, 1470, 355]
rashi-divider bbox=[1114, 1957, 1470, 1972]
sale-ad-text: 3' boundary developed gharabari plot near Synergy College, Phulnakhara. bbox=[372, 1471, 547, 1541]
classified-ad-text: 34ବର୍ଷୀୟ Bank ଚାକିରିଆ ଖଣ୍ଡାୟତ divorcee ବିଧବା Married, Unmarried ପାତ୍ରୀଙ୍କ ପାଇଁ ବର ଆବଶ୍ୟକ। bbox=[8, 1698, 178, 1786]
